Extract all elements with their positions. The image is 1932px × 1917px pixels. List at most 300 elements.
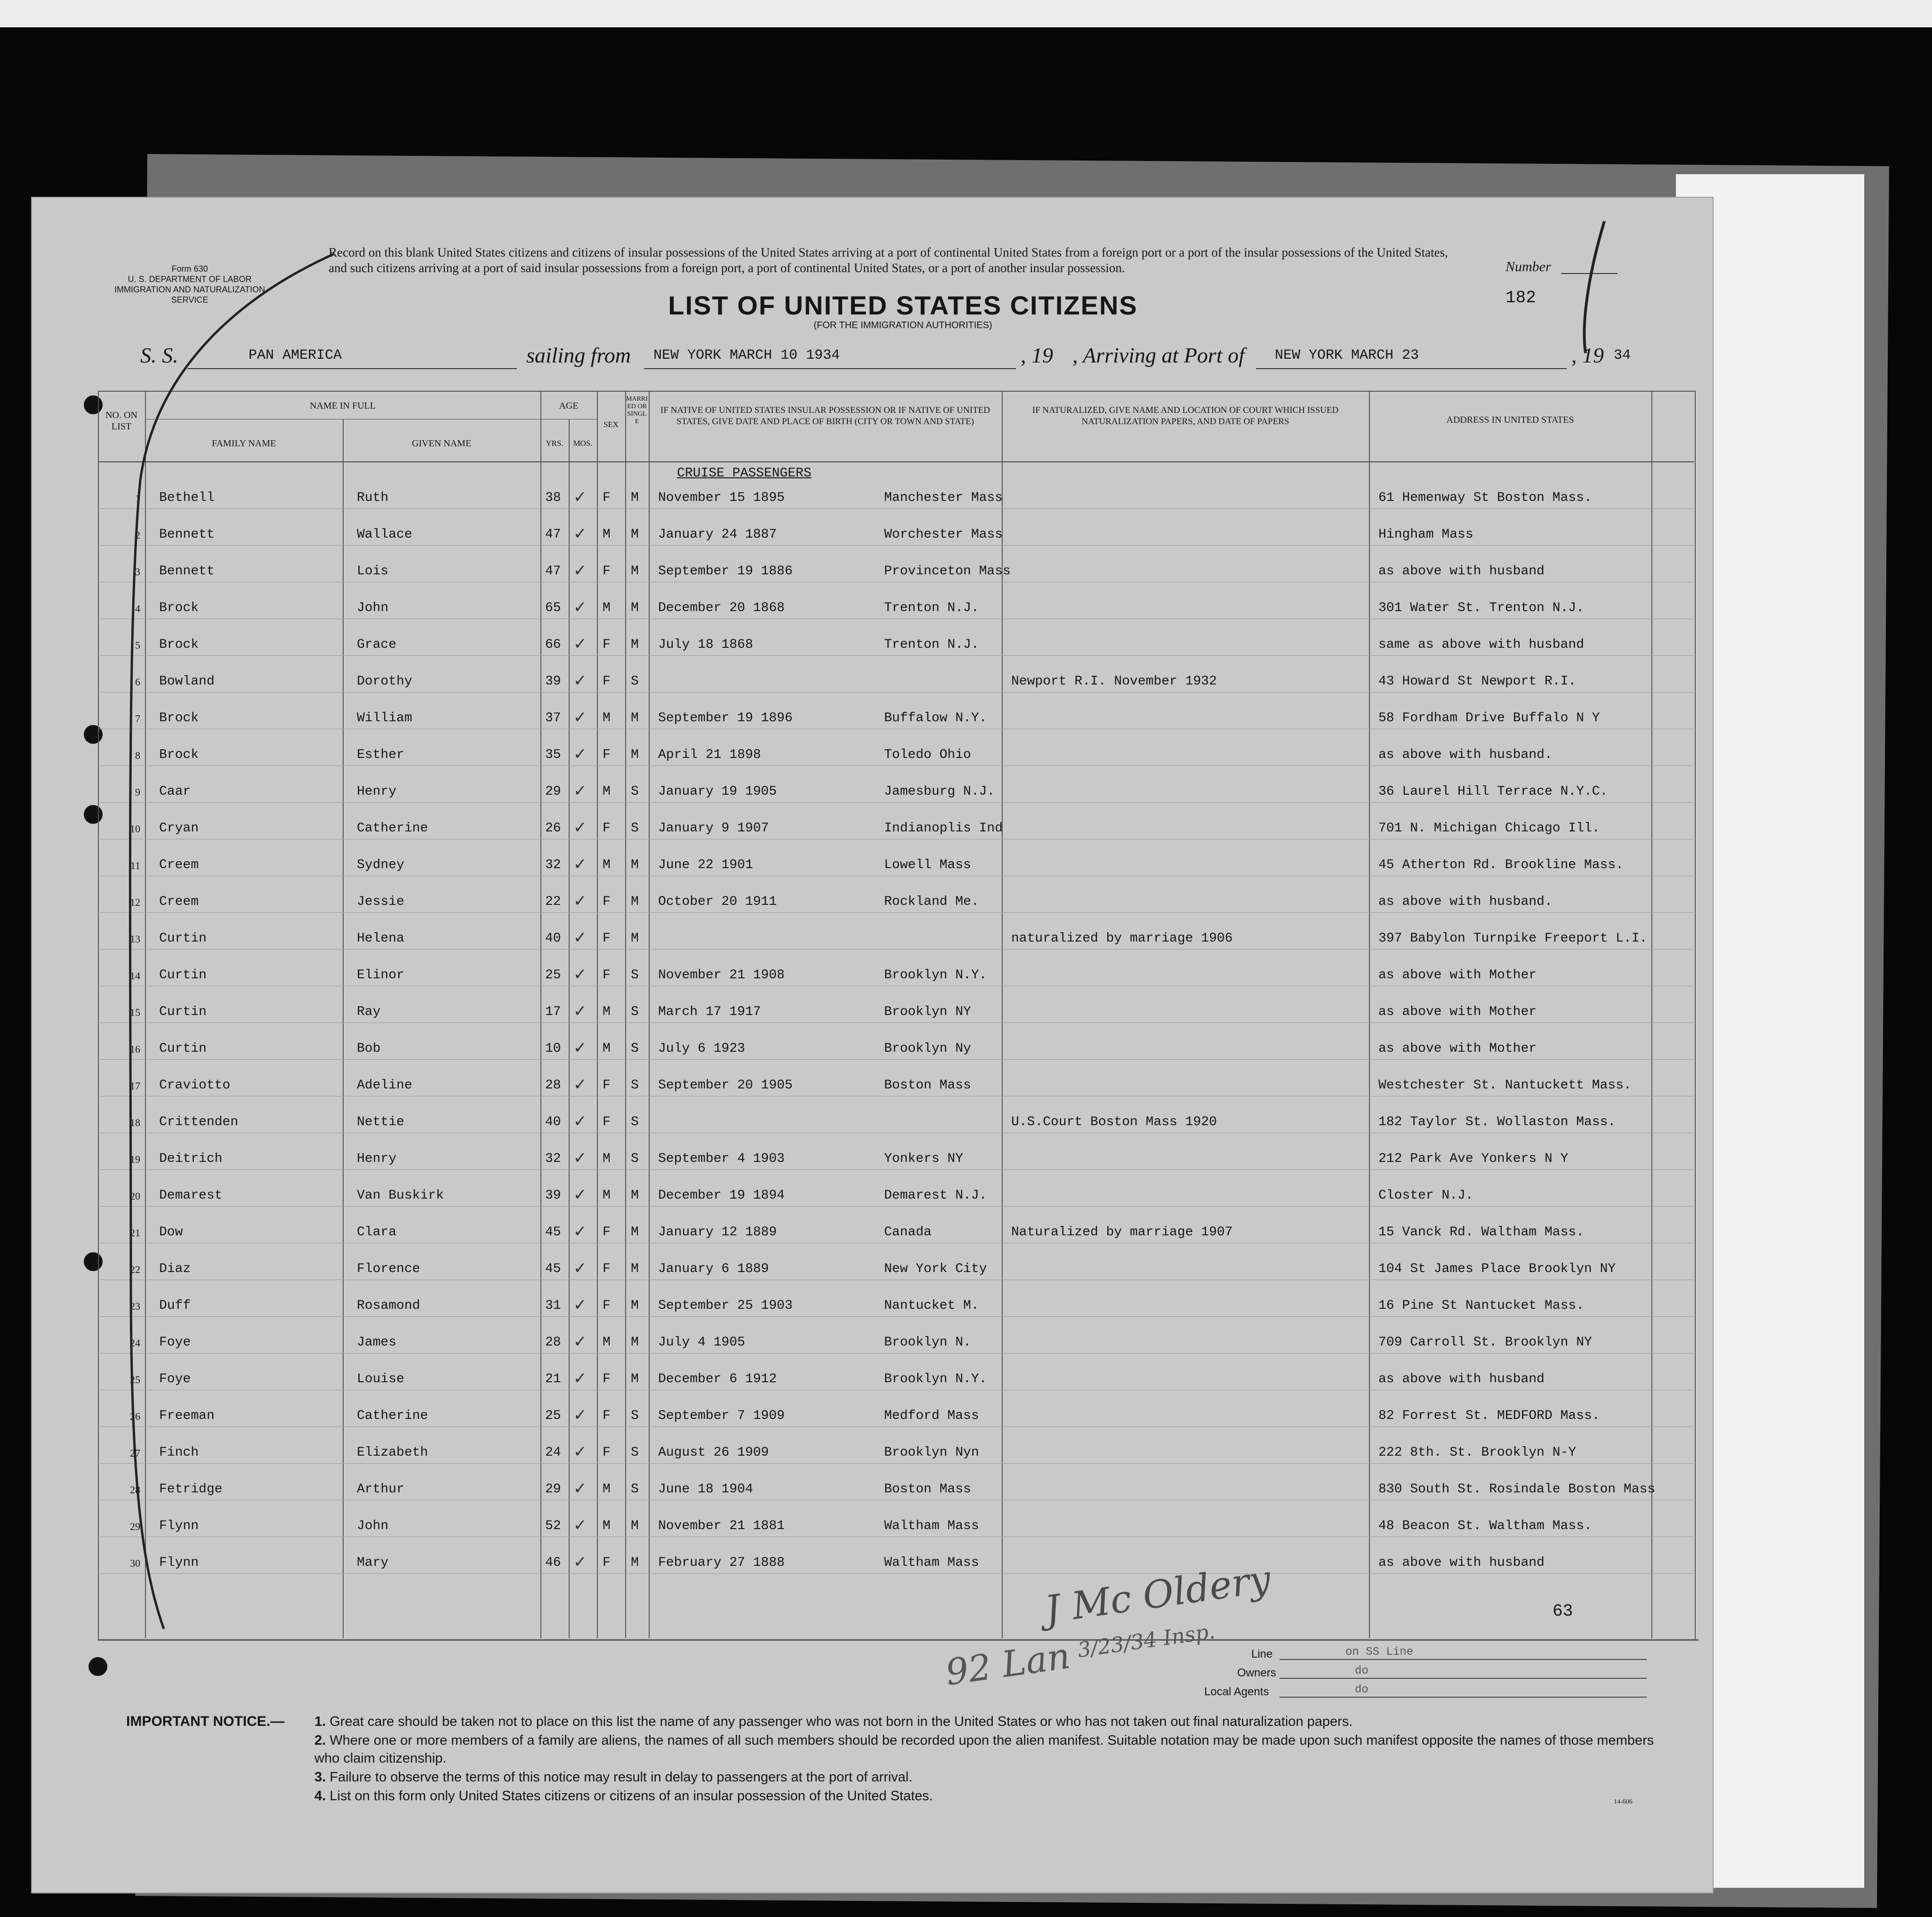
- family-name: Curtin: [159, 931, 207, 946]
- birth-date: December 20 1868: [658, 601, 785, 615]
- check-mark-icon: ✓: [573, 781, 587, 800]
- check-mark-icon: ✓: [573, 488, 587, 507]
- marital-status: M: [631, 1372, 639, 1386]
- marital-status: M: [631, 564, 639, 579]
- birth-place: Brooklyn N.Y.: [884, 968, 987, 983]
- given-name: Esther: [357, 748, 404, 762]
- col-no-on-list: NO. ON LIST: [105, 410, 137, 432]
- address: as above with husband.: [1378, 748, 1553, 762]
- age-years: 38: [545, 491, 561, 505]
- row-number: 13: [130, 933, 140, 945]
- row-number: 10: [130, 823, 140, 835]
- col-yrs: YRS.: [546, 439, 564, 448]
- given-name: Adeline: [357, 1078, 412, 1093]
- birth-place: Brooklyn Nyn: [884, 1445, 979, 1460]
- marital-status: M: [631, 527, 639, 542]
- col-naturalized: IF NATURALIZED, GIVE NAME AND LOCATION OF COURT WHICH ISSUED NATURALIZATION PAPERS, AND DATE OF PAPERS: [1032, 405, 1339, 427]
- row-number: 18: [130, 1117, 140, 1128]
- check-mark-icon: ✓: [573, 965, 587, 984]
- notice-text: Failure to observe the terms of this notice may result in delay to passengers at the port of arrival.: [330, 1770, 913, 1785]
- birth-date: January 24 1887: [658, 527, 777, 542]
- birth-place: Trenton N.J.: [884, 637, 979, 652]
- family-name: Curtin: [159, 1005, 207, 1019]
- row-number: 24: [130, 1337, 140, 1349]
- row-number: 21: [130, 1227, 140, 1239]
- birth-place: Provinceton Mass: [884, 564, 1011, 579]
- marital-status: M: [631, 1188, 639, 1203]
- family-name: Fetridge: [159, 1482, 223, 1497]
- sex: F: [603, 1078, 611, 1093]
- marital-status: M: [631, 931, 639, 946]
- notice-number: 3.: [314, 1770, 326, 1785]
- birth-date: June 18 1904: [658, 1482, 753, 1497]
- family-name: Deitrich: [159, 1152, 223, 1166]
- signature-date: 3/23/34 Insp.: [1076, 1619, 1217, 1663]
- family-name: Creem: [159, 894, 199, 909]
- row-number: 8: [135, 749, 140, 761]
- col-birth: IF NATIVE OF UNITED STATES INSULAR POSSESSION OR IF NATIVE OF UNITED STATES, GIVE DATE AND PLACE OF BIRTH (CITY OR TOWN AND STATE): [660, 405, 990, 427]
- marital-status: M: [631, 601, 639, 615]
- number-value: 182: [1505, 288, 1536, 307]
- address: as above with husband: [1378, 1372, 1545, 1386]
- age-years: 32: [545, 1152, 561, 1166]
- birth-date: September 25 1903: [658, 1298, 793, 1313]
- sex: F: [603, 894, 611, 909]
- age-years: 40: [545, 1115, 561, 1129]
- given-name: James: [357, 1335, 397, 1350]
- given-name: Henry: [357, 784, 397, 799]
- birth-date: September 4 1903: [658, 1152, 785, 1166]
- age-years: 45: [545, 1262, 561, 1276]
- marital-status: M: [631, 1225, 639, 1240]
- sex: M: [603, 1005, 611, 1019]
- family-name: Finch: [159, 1445, 199, 1460]
- age-years: 52: [545, 1519, 561, 1533]
- given-name: Helena: [357, 931, 404, 946]
- given-name: Elinor: [357, 968, 404, 983]
- marital-status: S: [631, 1115, 639, 1129]
- check-mark-icon: ✓: [573, 1075, 587, 1094]
- address: as above with husband.: [1378, 894, 1553, 909]
- sex: F: [603, 1262, 611, 1276]
- birth-date: November 21 1908: [658, 968, 785, 983]
- row-number: 3: [135, 566, 140, 578]
- age-years: 28: [545, 1078, 561, 1093]
- family-name: Cryan: [159, 821, 199, 836]
- sex: F: [603, 1298, 611, 1313]
- age-years: 29: [545, 1482, 561, 1497]
- address: 16 Pine St Nantucket Mass.: [1378, 1298, 1584, 1313]
- sex: F: [603, 1225, 611, 1240]
- row-number: 27: [130, 1447, 140, 1459]
- owners-value: do: [1355, 1665, 1368, 1677]
- sex: M: [603, 784, 611, 799]
- page-title: LIST OF UNITED STATES CITIZENS: [668, 290, 1138, 320]
- sex: F: [603, 1445, 611, 1460]
- birth-place: Buffalow N.Y.: [884, 711, 987, 725]
- given-name: Ruth: [357, 491, 389, 505]
- family-name: Demarest: [159, 1188, 223, 1203]
- address: 104 St James Place Brooklyn NY: [1378, 1262, 1616, 1276]
- check-mark-icon: ✓: [573, 524, 587, 543]
- sex: M: [603, 1519, 611, 1533]
- marital-status: S: [631, 784, 639, 799]
- row-number: 7: [135, 713, 140, 725]
- birth-date: July 18 1868: [658, 637, 753, 652]
- given-name: Jessie: [357, 894, 404, 909]
- address: 61 Hemenway St Boston Mass.: [1378, 491, 1592, 505]
- sex: F: [603, 968, 611, 983]
- service-name: IMMIGRATION AND NATURALIZATION SERVICE: [114, 285, 265, 305]
- sex: F: [603, 931, 611, 946]
- notice-number: 1.: [314, 1714, 326, 1729]
- birth-date: December 6 1912: [658, 1372, 777, 1386]
- given-name: Henry: [357, 1152, 397, 1166]
- page-subtitle: (FOR THE IMMIGRATION AUTHORITIES): [813, 320, 992, 330]
- handwritten-bracket-line: [32, 198, 1713, 1893]
- given-name: Florence: [357, 1262, 420, 1276]
- family-name: Bennett: [159, 564, 215, 579]
- age-years: 29: [545, 784, 561, 799]
- marital-status: M: [631, 894, 639, 909]
- address: 48 Beacon St. Waltham Mass.: [1378, 1519, 1592, 1533]
- given-name: Van Buskirk: [357, 1188, 444, 1203]
- age-years: 65: [545, 601, 561, 615]
- handwritten-note: 92 Lan: [943, 1634, 1073, 1694]
- family-name: Curtin: [159, 1041, 207, 1056]
- age-years: 35: [545, 748, 561, 762]
- birth-date: September 19 1886: [658, 564, 793, 579]
- naturalization: naturalized by marriage 1906: [1011, 931, 1233, 946]
- birth-date: April 21 1898: [658, 748, 761, 762]
- family-name: Flynn: [159, 1519, 199, 1533]
- age-years: 31: [545, 1298, 561, 1313]
- birth-place: Demarest N.J.: [884, 1188, 987, 1203]
- marital-status: M: [631, 1519, 639, 1533]
- row-number: 30: [130, 1557, 140, 1569]
- address: same as above with husband: [1378, 637, 1584, 652]
- family-name: Duff: [159, 1298, 191, 1313]
- birth-date: July 6 1923: [658, 1041, 745, 1056]
- address: 222 8th. St. Brooklyn N-Y: [1378, 1445, 1577, 1460]
- birth-date: January 9 1907: [658, 821, 769, 836]
- age-years: 26: [545, 821, 561, 836]
- birth-date: January 6 1889: [658, 1262, 769, 1276]
- marital-status: S: [631, 1445, 639, 1460]
- sex: F: [603, 1115, 611, 1129]
- birth-date: March 17 1917: [658, 1005, 761, 1019]
- arriving-label: , Arriving at Port of: [1072, 343, 1245, 367]
- birth-place: New York City: [884, 1262, 987, 1276]
- arriving-port: NEW YORK MARCH 23: [1275, 347, 1419, 363]
- sex: F: [603, 637, 611, 652]
- col-married-single: MARRIED OR SINGLE: [626, 395, 648, 425]
- check-mark-icon: ✓: [573, 1296, 587, 1314]
- birth-place: Brooklyn N.Y.: [884, 1372, 987, 1386]
- marital-status: S: [631, 674, 639, 689]
- notice-number: 4.: [314, 1788, 326, 1804]
- family-name: Brock: [159, 601, 199, 615]
- notice-number: 2.: [314, 1733, 326, 1748]
- department-name: U. S. DEPARTMENT OF LABOR: [128, 274, 252, 284]
- age-years: 47: [545, 527, 561, 542]
- form-code: 14-606: [1614, 1798, 1633, 1805]
- given-name: Ray: [357, 1005, 381, 1019]
- age-years: 37: [545, 711, 561, 725]
- birth-place: Medford Mass: [884, 1409, 979, 1423]
- check-mark-icon: ✓: [573, 1149, 587, 1168]
- marital-status: S: [631, 1041, 639, 1056]
- row-number: 22: [130, 1264, 140, 1275]
- check-mark-icon: ✓: [573, 1516, 587, 1535]
- birth-place: Boston Mass: [884, 1078, 971, 1093]
- address: 701 N. Michigan Chicago Ill.: [1378, 821, 1600, 836]
- family-name: Foye: [159, 1335, 191, 1350]
- given-name: Wallace: [357, 527, 412, 542]
- given-name: Arthur: [357, 1482, 404, 1497]
- family-name: Bethell: [159, 491, 215, 505]
- address: as above with husband: [1378, 564, 1545, 579]
- row-number: 6: [135, 676, 140, 688]
- address: 212 Park Ave Yonkers N Y: [1378, 1152, 1569, 1166]
- check-mark-icon: ✓: [573, 708, 587, 727]
- marital-status: S: [631, 1482, 639, 1497]
- birth-place: Yonkers NY: [884, 1152, 964, 1166]
- row-number: 17: [130, 1080, 140, 1092]
- row-number: 2: [135, 529, 140, 541]
- check-mark-icon: ✓: [573, 1112, 587, 1131]
- address: 182 Taylor St. Wollaston Mass.: [1378, 1115, 1616, 1129]
- birth-date: February 27 1888: [658, 1555, 785, 1570]
- col-mos: MOS.: [573, 439, 593, 448]
- check-mark-icon: ✓: [573, 855, 587, 874]
- given-name: Grace: [357, 637, 397, 652]
- age-years: 25: [545, 1409, 561, 1423]
- birth-date: October 20 1911: [658, 894, 777, 909]
- birth-place: Brooklyn NY: [884, 1005, 971, 1019]
- form-number: Form 630: [171, 264, 208, 274]
- sex: F: [603, 1372, 611, 1386]
- check-mark-icon: ✓: [573, 1259, 587, 1278]
- page-number: 63: [1553, 1602, 1573, 1621]
- given-name: Dorothy: [357, 674, 412, 689]
- line-label: Line: [1251, 1648, 1273, 1660]
- birth-place: Trenton N.J.: [884, 601, 979, 615]
- birth-place: Lowell Mass: [884, 858, 971, 872]
- age-years: 10: [545, 1041, 561, 1056]
- birth-date: September 7 1909: [658, 1409, 785, 1423]
- sex: M: [603, 711, 611, 725]
- address: 15 Vanck Rd. Waltham Mass.: [1378, 1225, 1584, 1240]
- row-number: 28: [130, 1484, 140, 1496]
- row-number: 4: [135, 603, 140, 614]
- birth-place: Canada: [884, 1225, 932, 1240]
- row-number: 11: [130, 860, 140, 871]
- age-years: 39: [545, 674, 561, 689]
- birth-date: September 20 1905: [658, 1078, 793, 1093]
- address: 830 South St. Rosindale Boston Mass: [1378, 1482, 1656, 1497]
- age-years: 47: [545, 564, 561, 579]
- marital-status: M: [631, 748, 639, 762]
- birth-place: Nantucket M.: [884, 1298, 979, 1313]
- age-years: 45: [545, 1225, 561, 1240]
- given-name: Bob: [357, 1041, 381, 1056]
- check-mark-icon: ✓: [573, 1185, 587, 1204]
- birth-place: Manchester Mass: [884, 491, 1003, 505]
- address: 709 Carroll St. Brooklyn NY: [1378, 1335, 1592, 1350]
- sex: F: [603, 1409, 611, 1423]
- family-name: Bowland: [159, 674, 215, 689]
- sex: M: [603, 858, 611, 872]
- sex: M: [603, 1482, 611, 1497]
- age-years: 66: [545, 637, 561, 652]
- birth-date: January 12 1889: [658, 1225, 777, 1240]
- col-given-name: GIVEN NAME: [411, 438, 472, 449]
- year-value: 34: [1614, 347, 1631, 363]
- age-years: 28: [545, 1335, 561, 1350]
- family-name: Brock: [159, 711, 199, 725]
- birth-place: Waltham Mass: [884, 1555, 979, 1570]
- marital-status: M: [631, 1298, 639, 1313]
- address: as above with Mother: [1378, 1005, 1537, 1019]
- age-years: 40: [545, 931, 561, 946]
- local-agents-value: do: [1355, 1683, 1368, 1696]
- scanner-top-strip: [0, 0, 1932, 27]
- family-name: Curtin: [159, 968, 207, 983]
- row-number: 1: [135, 492, 140, 504]
- col-sex: SEX: [603, 420, 619, 429]
- check-mark-icon: ✓: [573, 745, 587, 764]
- birth-place: Brooklyn N.: [884, 1335, 971, 1350]
- check-mark-icon: ✓: [573, 1479, 587, 1498]
- marital-status: S: [631, 1005, 639, 1019]
- marital-status: M: [631, 491, 639, 505]
- row-number: 29: [130, 1521, 140, 1532]
- marital-status: S: [631, 821, 639, 836]
- marital-status: M: [631, 637, 639, 652]
- address: 45 Atherton Rd. Brookline Mass.: [1378, 858, 1624, 872]
- check-mark-icon: ✓: [573, 671, 587, 690]
- family-name: Flynn: [159, 1555, 199, 1570]
- address: as above with husband: [1378, 1555, 1545, 1570]
- check-mark-icon: ✓: [573, 1222, 587, 1241]
- address: as above with Mother: [1378, 968, 1537, 983]
- address: 301 Water St. Trenton N.J.: [1378, 601, 1584, 615]
- given-name: Rosamond: [357, 1298, 420, 1313]
- check-mark-icon: ✓: [573, 818, 587, 837]
- naturalization: Newport R.I. November 1932: [1011, 674, 1217, 689]
- given-name: Sydney: [357, 858, 404, 872]
- marital-status: S: [631, 1078, 639, 1093]
- manifest-page: [31, 197, 1714, 1893]
- marital-status: M: [631, 858, 639, 872]
- col-name-in-full: NAME IN FULL: [310, 401, 376, 411]
- check-mark-icon: ✓: [573, 1039, 587, 1057]
- sailing-label: sailing from: [526, 343, 631, 367]
- sex: F: [603, 821, 611, 836]
- given-name: Louise: [357, 1372, 404, 1386]
- family-name: Caar: [159, 784, 191, 799]
- address: 397 Babylon Turnpike Freeport L.I.: [1378, 931, 1648, 946]
- marital-status: M: [631, 1555, 639, 1570]
- birth-place: Brooklyn Ny: [884, 1041, 971, 1056]
- birth-date: December 19 1894: [658, 1188, 785, 1203]
- sex: M: [603, 1335, 611, 1350]
- row-number: 16: [130, 1043, 140, 1055]
- family-name: Freeman: [159, 1409, 215, 1423]
- sex: F: [603, 1555, 611, 1570]
- number-label: Number: [1505, 259, 1551, 274]
- year-label-2: , 19: [1571, 343, 1604, 367]
- section-label: CRUISE PASSENGERS: [677, 466, 812, 481]
- line-value: on SS Line: [1345, 1646, 1414, 1659]
- marital-status: M: [631, 1335, 639, 1350]
- check-mark-icon: ✓: [573, 635, 587, 653]
- check-mark-icon: ✓: [573, 561, 587, 580]
- age-years: 32: [545, 858, 561, 872]
- col-age: AGE: [559, 401, 579, 411]
- address: Westchester St. Nantuckett Mass.: [1378, 1078, 1632, 1093]
- sex: F: [603, 491, 611, 505]
- birth-place: Toledo Ohio: [884, 748, 971, 762]
- given-name: John: [357, 601, 389, 615]
- given-name: Nettie: [357, 1115, 404, 1129]
- row-number: 14: [130, 970, 140, 982]
- check-mark-icon: ✓: [573, 928, 587, 947]
- family-name: Crittenden: [159, 1115, 239, 1129]
- family-name: Brock: [159, 637, 199, 652]
- inspector-signature: J Mc Oldery: [1042, 1556, 1273, 1632]
- given-name: Elizabeth: [357, 1445, 428, 1460]
- address: 58 Fordham Drive Buffalo N Y: [1378, 711, 1600, 725]
- sex: F: [603, 674, 611, 689]
- naturalization: U.S.Court Boston Mass 1920: [1011, 1115, 1217, 1129]
- check-mark-icon: ✓: [573, 1002, 587, 1021]
- birth-date: November 15 1895: [658, 491, 785, 505]
- age-years: 22: [545, 894, 561, 909]
- notice-heading: IMPORTANT NOTICE.—: [126, 1714, 285, 1729]
- owners-label: Owners: [1237, 1667, 1276, 1679]
- check-mark-icon: ✓: [573, 892, 587, 910]
- birth-place: Waltham Mass: [884, 1519, 979, 1533]
- birth-place: Indianoplis Ind: [884, 821, 1003, 836]
- row-number: 15: [130, 1007, 140, 1018]
- sex: M: [603, 527, 611, 542]
- local-agents-label: Local Agents: [1204, 1685, 1269, 1698]
- family-name: Creem: [159, 858, 199, 872]
- given-name: Mary: [357, 1555, 389, 1570]
- birth-date: July 4 1905: [658, 1335, 745, 1350]
- birth-date: June 22 1901: [658, 858, 753, 872]
- check-mark-icon: ✓: [573, 1332, 587, 1351]
- sex: M: [603, 1188, 611, 1203]
- address: Hingham Mass: [1378, 527, 1473, 542]
- given-name: Lois: [357, 564, 389, 579]
- given-name: Catherine: [357, 1409, 428, 1423]
- sex: M: [603, 1041, 611, 1056]
- ss-label: S. S.: [140, 343, 178, 367]
- intro-instructions: Record on this blank United States citizens and citizens of insular possessions of the United States arriving at a port of continental United States from a foreign port or a port of the insular possessions of the United States, and such citizens arriving at a port of said insular possessions from a foreign port, a port of continental United States, or a port of another insular possession.: [329, 245, 1448, 275]
- sex: M: [603, 1152, 611, 1166]
- sex: M: [603, 601, 611, 615]
- family-name: Diaz: [159, 1262, 191, 1276]
- birth-date: August 26 1909: [658, 1445, 769, 1460]
- age-years: 46: [545, 1555, 561, 1570]
- birth-place: Jamesburg N.J.: [884, 784, 995, 799]
- given-name: Clara: [357, 1225, 397, 1240]
- age-years: 25: [545, 968, 561, 983]
- sex: F: [603, 564, 611, 579]
